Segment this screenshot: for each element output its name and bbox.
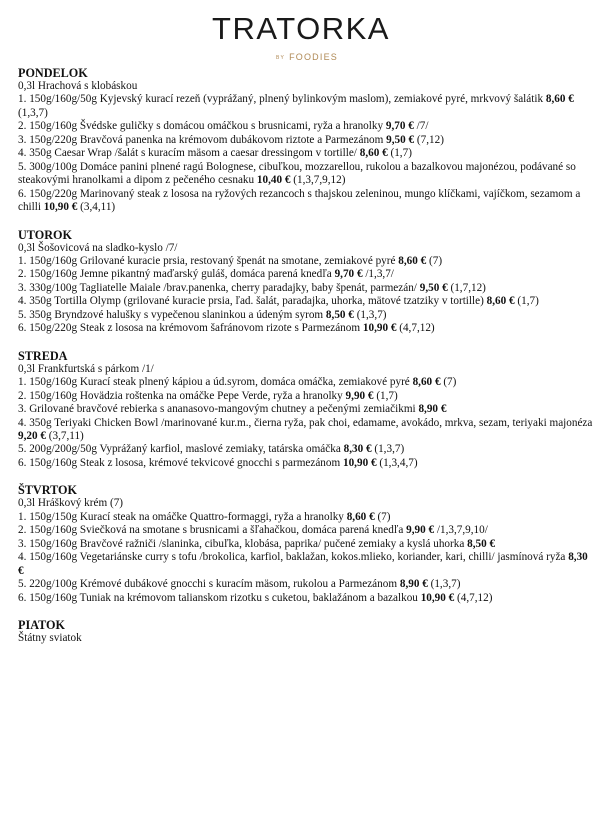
item-text: 4. 350g Tortilla Olymp (grilované kuracie prsia, ľad. šalát, paradajka, uhorka, mätové tzatziky v tortille) <box>18 295 487 308</box>
day-title: UTOROK <box>18 227 72 242</box>
item-price: 9,20 € <box>18 429 46 442</box>
day-title: PONDELOK <box>18 66 88 80</box>
item-text: 6. 150g/220g Steak z lososa na krémovom šafránovom rizote s Parmezánom <box>18 322 363 335</box>
item-price: 9,50 € <box>419 281 448 294</box>
menu-item <box>18 147 593 160</box>
item-text: 2. 150g/160g Jemne pikantný maďarský guláš, domáca parená knedľa <box>18 268 335 281</box>
item-text: 1. 150g/160g Grilované kuracie prsia, restovaný špenát na smotane, zemiakové pyré <box>18 254 399 267</box>
day-section <box>18 618 593 645</box>
menu-item <box>18 403 593 416</box>
menu-item <box>18 390 593 403</box>
item-allergens: (1,7) <box>387 147 412 160</box>
soup-line <box>18 632 593 645</box>
item-text: 3. 150g/220g Bravčová panenka na krémovom dubákovom riztote a Parmezánom <box>18 133 387 146</box>
menu-item <box>18 578 593 591</box>
item-text: 4. 350g Caesar Wrap /šalát s kuracím mäsom a caesar dressingom v tortille/ <box>18 147 360 160</box>
logo-by: BY <box>276 54 286 61</box>
menu-item <box>18 93 593 120</box>
item-text: 5. 350g Bryndzové halušky s vypečenou slaninkou a údeným syrom <box>18 308 326 321</box>
item-price: 10,90 € <box>43 201 78 214</box>
item-allergens: (1,3,7) <box>18 106 48 119</box>
item-text: 6. 150g/160g Steak z lososa, krémové tekvicové gnocchi s parmezánom <box>18 456 343 469</box>
item-price: 9,70 € <box>385 120 414 133</box>
soup-line <box>18 242 593 255</box>
item-text: 1. 150g/160g/50g Kyjevský kurací rezeň (vyprážaný, plnený bylinkovým maslom), zemiakové pyré, mrkvový šalátik <box>18 93 546 106</box>
menu-item <box>18 592 593 605</box>
menu-item <box>18 188 593 215</box>
menu-item <box>18 161 593 188</box>
menu-item <box>18 309 593 322</box>
item-price: 8,60 € <box>545 93 574 106</box>
item-price: 8,30 € <box>343 443 372 456</box>
item-allergens: (1,3,7) <box>371 443 405 456</box>
logo-foodies: FOODIES <box>289 52 338 62</box>
day-section <box>18 483 593 605</box>
item-text: 3. Grilované bravčové rebierka s ananasovo-mangovým chutney a pečenými zemiačikmi <box>18 403 419 416</box>
item-allergens: /1,3,7/ <box>362 268 394 281</box>
item-allergens: (1,7) <box>373 389 398 402</box>
item-price: 8,60 € <box>412 376 441 389</box>
item-text: 5. 300g/100g Domáce panini plnené ragú Bolognese, cibuľkou, mozzarellou, rukolou a bazalkovou majonézou, podávané so steakovými hranolkami a dipom z pečeného cesnaku <box>18 160 576 187</box>
item-allergens: (1,3,7) <box>427 578 461 591</box>
item-price: 9,50 € <box>386 133 415 146</box>
item-price: 8,50 € <box>325 308 354 321</box>
menu-item <box>18 120 593 133</box>
item-price: 8,60 € <box>359 147 388 160</box>
soup-line <box>18 80 593 93</box>
item-allergens: (7) <box>426 254 443 267</box>
item-price: 9,70 € <box>334 268 363 281</box>
day-section <box>18 66 593 215</box>
item-allergens: (3,7,11) <box>45 429 84 442</box>
soup-line <box>18 497 593 510</box>
item-allergens: (1,3,4,7) <box>376 456 418 469</box>
logo-title: TRATORKA <box>212 11 390 46</box>
day-title: PIATOK <box>18 617 65 632</box>
day-section <box>18 228 593 336</box>
menu-item <box>18 376 593 389</box>
item-price: 10,40 € <box>256 174 291 187</box>
day-section <box>18 349 593 471</box>
menu-item <box>18 443 593 456</box>
item-text: Štátny sviatok <box>18 631 82 644</box>
item-text: 6. 150g/160g Tuniak na krémovom talianskom rizotku s cuketou, baklažánom a bazalkou <box>18 591 421 604</box>
menu-item <box>18 268 593 281</box>
item-price: 8,90 € <box>418 403 447 416</box>
restaurant-logo <box>0 12 606 63</box>
menu-item <box>18 511 593 524</box>
menu-item <box>18 551 593 578</box>
item-text: 1. 150g/150g Kurací steak na omáčke Quattro-formaggi, ryža a hranolky <box>18 510 347 523</box>
item-allergens: /1,3,7,9,10/ <box>434 524 488 537</box>
item-text: 5. 220g/100g Krémové dubákové gnocchi s kuracím mäsom, rukolou a Parmezánom <box>18 578 400 591</box>
menu-item <box>18 417 593 444</box>
menu-item <box>18 282 593 295</box>
item-allergens: (1,7,12) <box>447 281 486 294</box>
item-allergens: (7,12) <box>414 133 444 146</box>
item-text: 5. 200g/200g/50g Vyprážaný karfiol, maslové zemiaky, tatárska omáčka <box>18 443 344 456</box>
day-title: ŠTVRTOK <box>18 483 77 498</box>
item-allergens: (1,7) <box>514 295 539 308</box>
item-price: 8,30 € <box>18 551 588 577</box>
menu-item <box>18 457 593 470</box>
menu-item <box>18 524 593 537</box>
item-text: 0,3l Hráškový krém (7) <box>18 497 124 510</box>
menu-item <box>18 538 593 551</box>
menu-item <box>18 322 593 335</box>
item-text: 0,3l Frankfurtská s párkom /1/ <box>18 362 154 375</box>
weekly-menu <box>18 66 593 658</box>
item-allergens: (7) <box>440 376 457 389</box>
item-price: 8,60 € <box>346 510 375 523</box>
item-allergens: (4,7,12) <box>396 322 435 335</box>
item-text: 6. 150g/220g Marinovaný steak z lososa na ryžových rezancoch s thajskou zeleninou, mungo klíčkami, vajíčkom, sezamom a chilli <box>18 187 581 214</box>
menu-item <box>18 134 593 147</box>
soup-line <box>18 363 593 376</box>
item-allergens: (1,3,7) <box>353 308 387 321</box>
item-text: 3. 150g/160g Bravčové ražniči /slaninka, cibuľka, klobása, paprika/ pučené zemiaky a kyslá uhorka <box>18 537 468 550</box>
item-text: 0,3l Šošovicová na sladko-kyslo /7/ <box>18 241 178 254</box>
item-text: 2. 150g/160g Hovädzia roštenka na omáčke Pepe Verde, ryža a hranolky <box>18 389 346 402</box>
item-price: 9,90 € <box>345 389 374 402</box>
logo-subtitle <box>4 52 606 63</box>
item-text: 3. 330g/100g Tagliatelle Maiale /brav.panenka, cherry paradajky, baby špenát, parmezán/ <box>18 281 420 294</box>
menu-item <box>18 295 593 308</box>
item-price: 9,90 € <box>406 524 435 537</box>
day-title: STREDA <box>18 348 68 363</box>
item-price: 10,90 € <box>420 591 455 604</box>
item-price: 10,90 € <box>342 456 377 469</box>
item-price: 8,90 € <box>399 578 428 591</box>
item-text: 2. 150g/160g Švédske guličky s domácou omáčkou s brusnicami, ryža a hranolky <box>18 120 386 133</box>
item-text: 0,3l Hrachová s klobáskou <box>18 80 138 92</box>
item-text: 2. 150g/160g Sviečková na smotane s brusnicami a šľahačkou, domáca parená knedľa <box>18 524 407 537</box>
item-price: 8,60 € <box>398 254 427 267</box>
menu-item <box>18 255 593 268</box>
item-text: 4. 150g/160g Vegetariánske curry s tofu /brokolica, karfiol, baklažan, kokos.mlieko, koriander, kari, chilli/ jasmínová ryža <box>18 551 569 564</box>
item-price: 10,90 € <box>362 322 397 335</box>
item-price: 8,60 € <box>486 295 515 308</box>
item-allergens: /7/ <box>413 120 429 133</box>
item-allergens: (7) <box>374 510 391 523</box>
item-text: 4. 350g Teriyaki Chicken Bowl /marinované kur.m., čierna ryža, pak choi, edamame, avokádo, mrkva, sezam, teriyaki majonéza <box>18 416 593 429</box>
item-allergens: (4,7,12) <box>454 591 493 604</box>
item-allergens: (1,3,7,9,12) <box>290 174 346 187</box>
item-text: 1. 150g/160g Kurací steak plnený kápiou a úd.syrom, domáca omáčka, zemiakové pyré <box>18 376 413 389</box>
item-price: 8,50 € <box>467 537 496 550</box>
item-allergens: (3,4,11) <box>77 201 116 214</box>
